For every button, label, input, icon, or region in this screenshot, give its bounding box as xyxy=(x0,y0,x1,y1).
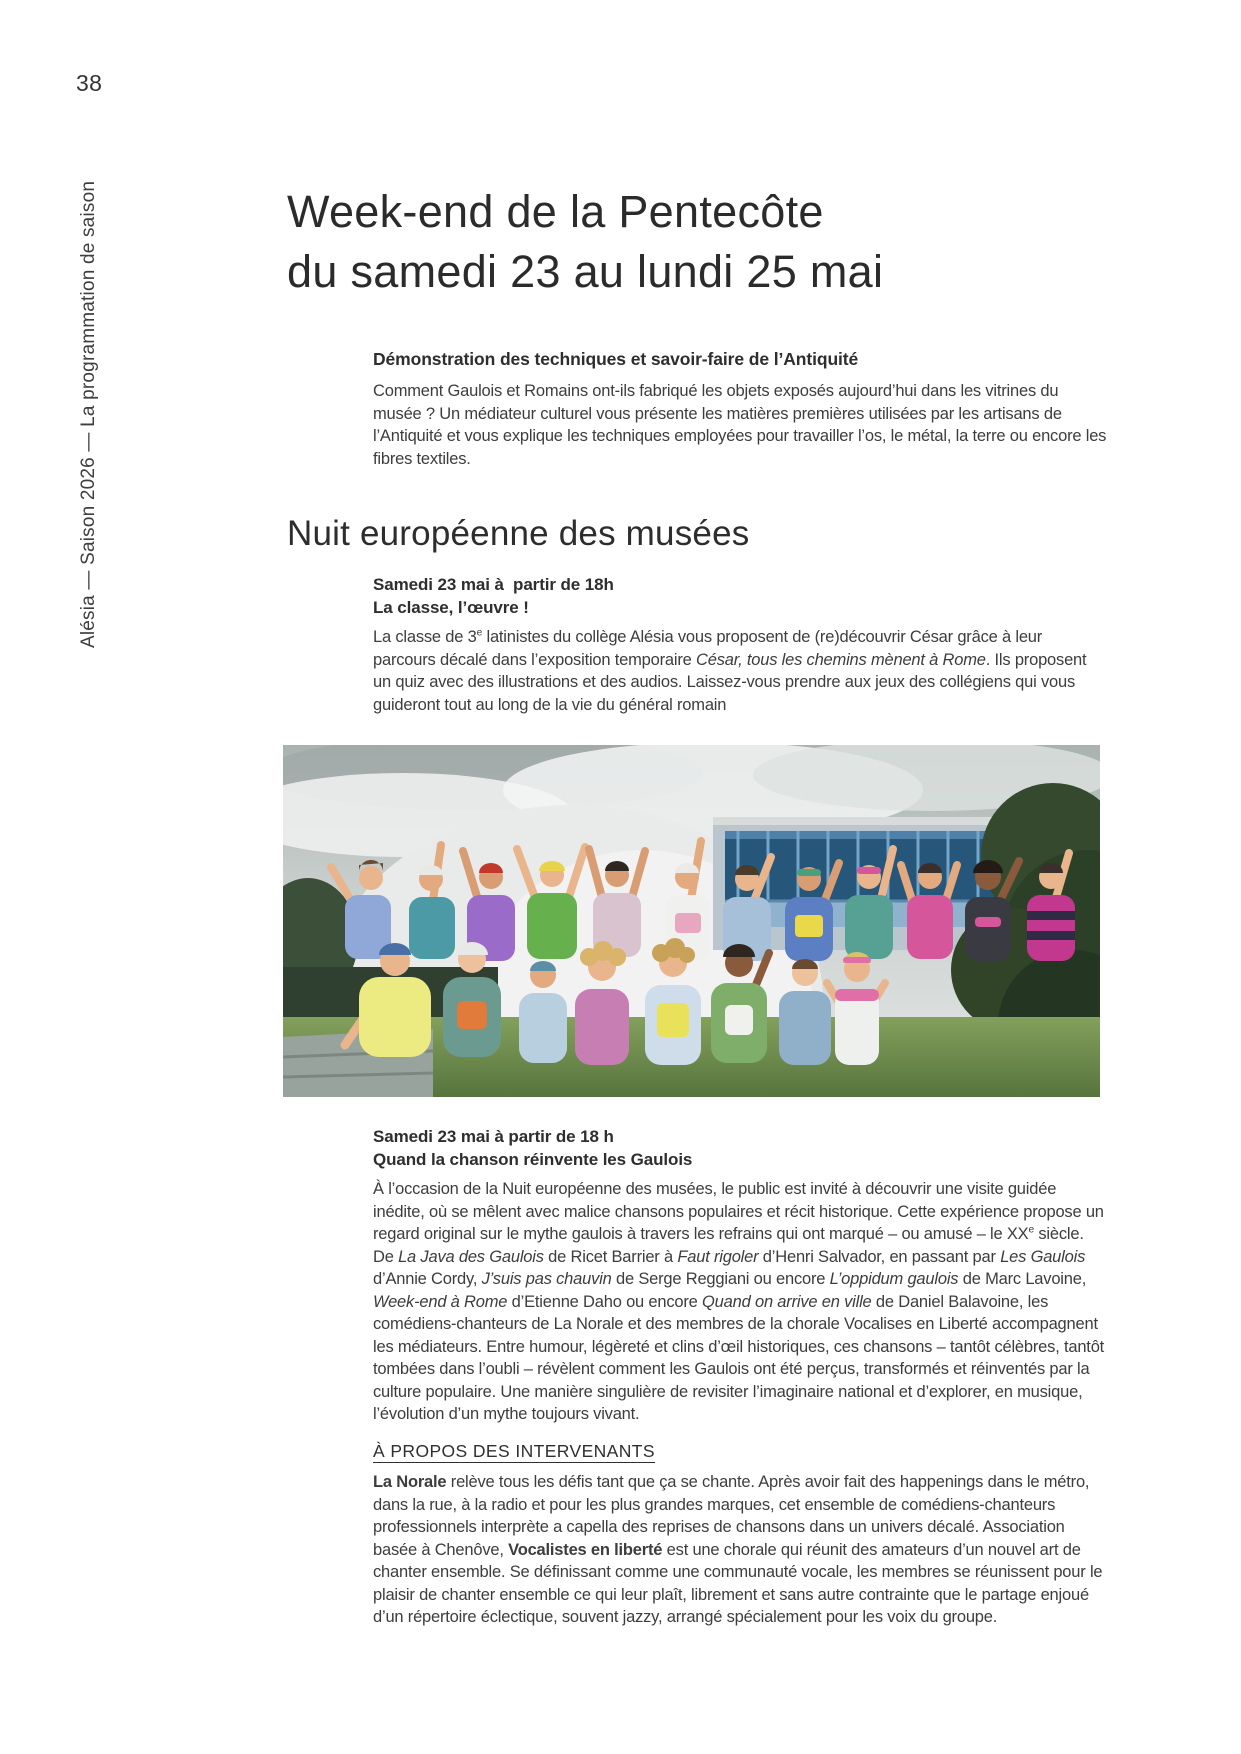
about-paragraph: La Norale relève tous les défis tant que ça se chante. Après avoir fait des happenings dans le métro, dans la rue, à la radio et pour les plus grandes marques, cet ensemble de comédiens-chanteurs professionnels interprète a capella des reprises de chansons dans un univers décalé. Association basée à Chenôve, Vocalistes en liberté est une chorale qui réunit des amateurs d’un nouvel art de chanter ensemble. Se définissant comme une communauté vocale, les membres se réunissent pour le plaisir de chanter ensemble ce qui leur plaît, librement et sans autre contrainte que le partage enjoué d’un répertoire éclectique, souvent jazzy, arrangé spécialement pour les voix du groupe. xyxy=(373,1473,1103,1626)
about-block xyxy=(373,1441,1108,1629)
event-block-la-classe xyxy=(373,574,1108,716)
event-date: Samedi 23 mai à partir de 18 h xyxy=(373,1127,614,1146)
section-heading: Nuit européenne des musées xyxy=(287,514,750,553)
event-title: La classe, l’œuvre ! xyxy=(373,597,529,617)
intro-heading: Démonstration des techniques et savoir-faire de l’Antiquité xyxy=(373,349,859,369)
event-block-quand-la-chanson xyxy=(373,1126,1108,1426)
page-number: 38 xyxy=(76,70,103,96)
about-heading: À PROPOS DES INTERVENANTS xyxy=(373,1441,655,1461)
page-title-line-1: Week-end de la Pentecôte xyxy=(287,186,824,237)
page-title xyxy=(287,182,883,302)
page-title-line-2: du samedi 23 au lundi 25 mai xyxy=(287,246,884,297)
event-paragraph: La classe de 3e latinistes du collège Alésia vous proposent de (re)découvrir César grâce à leur parcours décalé dans l’exposition temporaire César, tous les chemins mènent à Rome. Ils proposent un quiz avec des illustrations et des audios. Laissez-vous prendre aux jeux des collégiens qui vous guideront tout au long de la vie du général romain xyxy=(373,627,1087,714)
event-date: Samedi 23 mai à partir de 18h xyxy=(373,575,614,594)
intro-paragraph: Comment Gaulois et Romains ont-ils fabriqué les objets exposés aujourd’hui dans les vitrines du musée ? Un médiateur culturel vous présente les matières premières utilisées par les artisans de l’Antiquité et vous explique les techniques employées pour travailler l’os, le métal, la terre ou encore les fibres textiles. xyxy=(373,382,1107,468)
event-paragraph: À l’occasion de la Nuit européenne des musées, le public est invité à découvrir une visite guidée inédite, où se mêlent avec malice chansons populaires et récit historique. Cette expérience propose un regard original sur le mythe gaulois à travers les refrains qui ont marqué – ou amusé – le XXe siècle. De La Java des Gaulois de Ricet Barrier à Faut rigoler d’Henri Salvador, en passant par Les Gaulois d’Annie Cordy, J’suis pas chauvin de Serge Reggiani ou encore L’oppidum gaulois de Marc Lavoine, Week-end à Rome d’Etienne Daho ou encore Quand on arrive en ville de Daniel Balavoine, les comédiens-chanteurs de La Norale et des membres de la chorale Vocalises en Liberté accompagnent les médiateurs. Entre humour, légèreté et clins d’œil historiques, ces chansons – tantôt célèbres, tantôt tombées dans l’oubli – révèlent comment les Gaulois ont été perçus, transformés et réinventés par la culture populaire. Une manière singulière de revisiter l’imaginaire national et d’explorer, en musique, l’évolution d’un mythe toujours vivant. xyxy=(373,1180,1105,1423)
sidebar-vertical-text: Alésia — Saison 2026 — La programmation de saison xyxy=(78,180,99,648)
event-title: Quand la chanson réinvente les Gaulois xyxy=(373,1149,693,1169)
event-photo xyxy=(283,745,1100,1097)
photo-person xyxy=(575,941,629,1065)
event-photo-illustration xyxy=(283,745,1100,1097)
photo-person xyxy=(645,938,701,1065)
